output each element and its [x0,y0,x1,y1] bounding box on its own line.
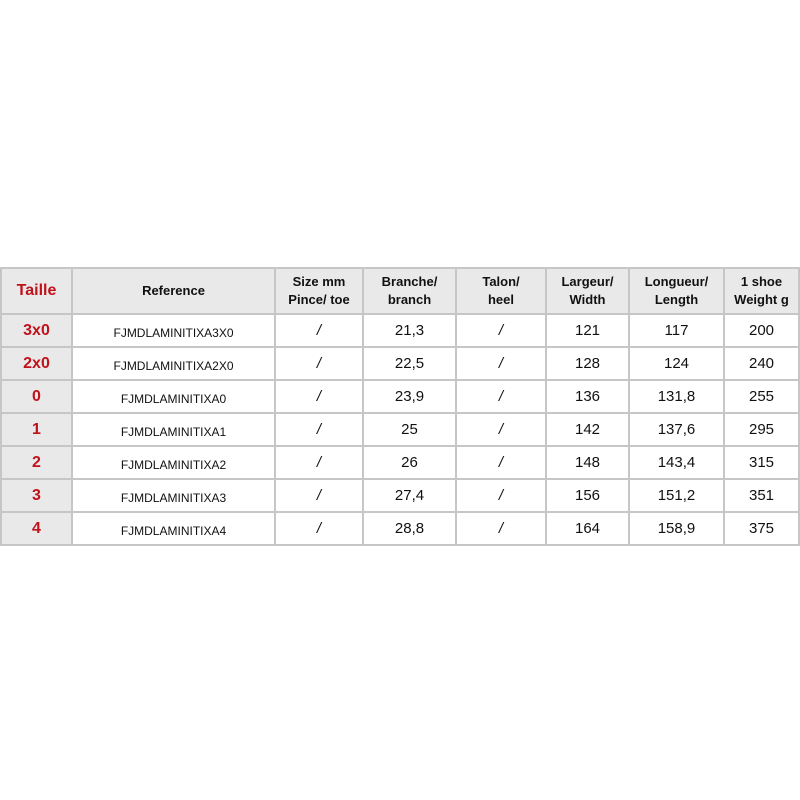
heel-cell: / [456,479,546,512]
branch-cell: 26 [363,446,456,479]
header-width [546,268,629,314]
length-cell: 143,4 [629,446,724,479]
toe-cell: / [275,446,363,479]
table-row [1,380,799,413]
width-cell: 148 [546,446,629,479]
width-cell: 128 [546,347,629,380]
heel-cell: / [456,347,546,380]
size-cell: 0 [1,380,72,413]
width-cell: 156 [546,479,629,512]
header-size-mm-line2: Pince/ toe [288,292,350,307]
heel-cell: / [456,413,546,446]
reference-cell: FJMDLAMINITIXA3 [72,479,275,512]
reference-cell: FJMDLAMINITIXA2X0 [72,347,275,380]
length-cell: 117 [629,314,724,347]
heel-cell: / [456,314,546,347]
weight-cell: 351 [724,479,799,512]
size-cell: 2 [1,446,72,479]
weight-cell: 255 [724,380,799,413]
size-cell: 3x0 [1,314,72,347]
weight-cell: 375 [724,512,799,545]
toe-cell: / [275,380,363,413]
header-size-mm-line1: Size mm [292,274,346,289]
table-row [1,347,799,380]
length-cell: 131,8 [629,380,724,413]
width-cell: 136 [546,380,629,413]
reference-cell: FJMDLAMINITIXA4 [72,512,275,545]
table-row [1,314,799,347]
branch-cell: 28,8 [363,512,456,545]
length-cell: 151,2 [629,479,724,512]
header-length [629,268,724,314]
reference-cell: FJMDLAMINITIXA1 [72,413,275,446]
header-weight [724,268,799,314]
header-reference: Reference [72,268,275,314]
width-cell: 121 [546,314,629,347]
heel-cell: / [456,446,546,479]
toe-cell: / [275,512,363,545]
header-size: Taille [1,268,72,314]
size-cell: 4 [1,512,72,545]
toe-cell: / [275,347,363,380]
reference-cell: FJMDLAMINITIXA3X0 [72,314,275,347]
heel-cell: / [456,512,546,545]
table-row [1,413,799,446]
size-cell: 3 [1,479,72,512]
header-length-line1: Longueur/ [644,274,709,289]
header-heel-line1: Talon/ [482,274,520,289]
weight-cell: 295 [724,413,799,446]
reference-cell: FJMDLAMINITIXA0 [72,380,275,413]
length-cell: 158,9 [629,512,724,545]
width-cell: 142 [546,413,629,446]
header-weight-line2: Weight g [734,292,789,307]
header-width-line1: Largeur/ [561,274,614,289]
toe-cell: / [275,413,363,446]
weight-cell: 200 [724,314,799,347]
table-row [1,446,799,479]
branch-cell: 21,3 [363,314,456,347]
reference-cell: FJMDLAMINITIXA2 [72,446,275,479]
heel-cell: / [456,380,546,413]
header-branch [363,268,456,314]
toe-cell: / [275,314,363,347]
table-row [1,512,799,545]
weight-cell: 315 [724,446,799,479]
width-cell: 164 [546,512,629,545]
header-width-line2: Width [569,292,606,307]
header-heel-line2: heel [487,292,514,307]
size-cell: 1 [1,413,72,446]
header-branch-line2: branch [387,292,432,307]
size-chart-table [0,267,800,546]
header-heel [456,268,546,314]
toe-cell: / [275,479,363,512]
branch-cell: 23,9 [363,380,456,413]
size-cell: 2x0 [1,347,72,380]
length-cell: 137,6 [629,413,724,446]
length-cell: 124 [629,347,724,380]
branch-cell: 25 [363,413,456,446]
header-row [1,268,799,314]
header-branch-line1: Branche/ [381,274,438,289]
branch-cell: 27,4 [363,479,456,512]
table-row [1,479,799,512]
header-size-mm [275,268,363,314]
header-length-line2: Length [654,292,699,307]
weight-cell: 240 [724,347,799,380]
header-weight-line1: 1 shoe [740,274,783,289]
branch-cell: 22,5 [363,347,456,380]
